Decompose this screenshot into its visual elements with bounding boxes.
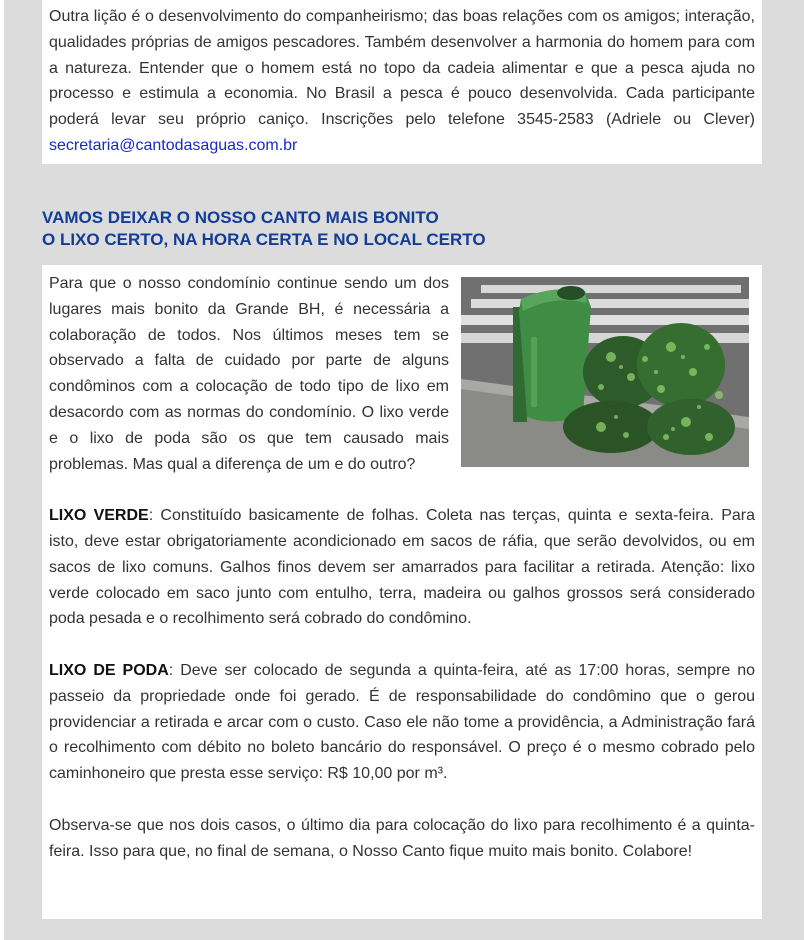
- trash-bin-illustration: [461, 277, 749, 467]
- email-link[interactable]: secretaria@cantodasaguas.com.br: [49, 136, 298, 154]
- article-body: [42, 265, 762, 919]
- intro-text-box: [42, 0, 762, 164]
- lixo-poda-label: LIXO DE PODA: [49, 661, 169, 679]
- lixo-poda-paragraph: [49, 658, 755, 787]
- lixo-verde-text: : Constituído basicamente de folhas. Coleta nas terças, quinta e sexta-feira. Para isto, deve estar obrigatoriamente acondicionado em sacos de ráfia, que serão devolvidos, ou em sacos de lixo comuns. Galhos finos devem ser amarrados para facilitar a retirada. Atenção: lixo verde colocado em saco junto com entulho, terra, madeira ou galhos grossos será considerado poda pesada e o recolhimento será cobrado do condômino.: [49, 507, 755, 628]
- article-title: [42, 207, 486, 251]
- lixo-verde-paragraph: [49, 503, 755, 632]
- intro-text: Outra lição é o desenvolvimento do companheirismo; das boas relações com os amigos; interação, qualidades próprias de amigos pescadores. Também desenvolver a harmonia do homem para com a natureza. Entender que o homem está no topo da cadeia alimentar e que a pesca ajuda no processo e estimula a economia. No Brasil a pesca é pouco desenvolvida. Cada participante poderá levar seu próprio caniço. Inscrições pelo telefone 3545-2583 (Adriele ou Clever): [49, 8, 755, 129]
- lixo-verde-label: LIXO VERDE: [49, 507, 149, 525]
- lixo-poda-text: : Deve ser colocado de segunda a quinta-feira, até as 17:00 horas, sempre no passeio da propriedade onde foi gerado. É de responsabilidade do condômino que o gerou providenciar a retirada e arcar com o custo. Caso ele não tome a providência, a Administração fará o recolhimento com débito no boleto bancário do responsável. O preço é o mesmo cobrado pelo caminhoneiro que presta esse serviço: R$ 10,00 por m³.: [49, 661, 756, 783]
- article-title-line-2: O LIXO CERTO, NA HORA CERTA E NO LOCAL CERTO: [42, 230, 486, 249]
- intro-article-paragraph: Para que o nosso condomínio continue sendo um dos lugares mais bonito da Grande BH, é necessária a colaboração de todos. Nos últimos meses tem se observado a falta de cuidado por parte de alguns condôminos com a colocação de todo tipo de lixo em desacordo com as normas do condomínio. O lixo verde e o lixo de poda são os que tem causado mais problemas. Mas qual a diferença de um e do outro?: [49, 275, 449, 473]
- closing-paragraph: Observa-se que nos dois casos, o último dia para colocação do lixo para recolhimento é a quinta-feira. Isso para que, no final de semana, o Nosso Canto fique muito mais bonito. Colabore!: [49, 816, 755, 860]
- intro-paragraph: [49, 4, 755, 159]
- article-title-line-1: VAMOS DEIXAR O NOSSO CANTO MAIS BONITO: [42, 208, 439, 227]
- trash-bin-photo: [461, 277, 749, 467]
